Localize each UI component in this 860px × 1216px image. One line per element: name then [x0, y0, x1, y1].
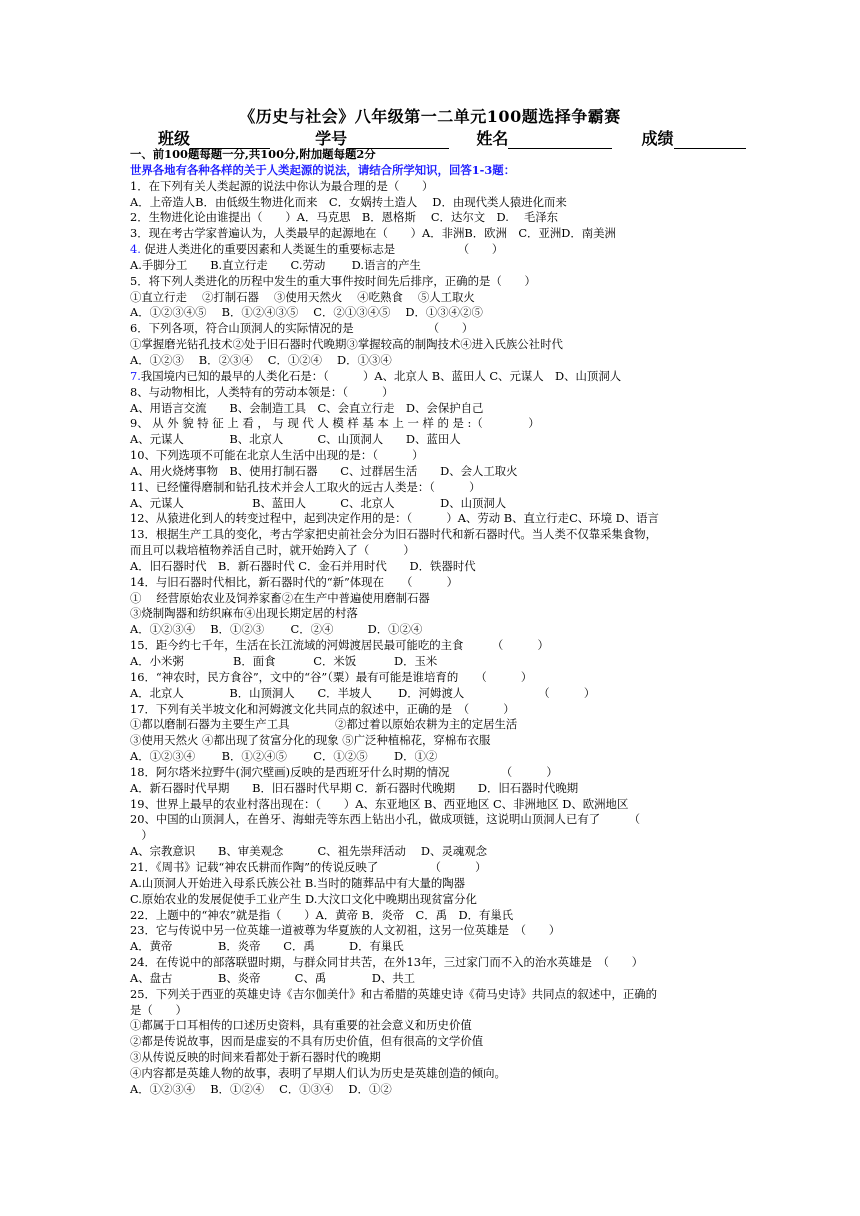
question-line: 8、与动物相比，人类特有的劳动本领是：（ ）	[130, 384, 394, 399]
question-line: 17．下列有关半坡文化和河姆渡文化共同点的叙述中，正确的是 （ ）	[130, 701, 515, 716]
question-line: 11、已经懂得磨制和钻孔技术并会人工取火的远古人类是：（ ）	[130, 479, 481, 494]
question-line: 22．上题中的“神农”就是指（ ）A．黄帝 B．炎帝 C．禹 D．有巢氏	[130, 907, 514, 922]
item-line: ②都是传说故事，因而是虚妄的不具有历史价值，但有很高的文学价值	[130, 1034, 484, 1049]
section-intro: 世界各地有各种各样的关于人类起源的说法，请结合所学知识，回答1-3题：	[130, 162, 516, 177]
class-label: 班级	[158, 129, 191, 148]
option-line: C.原始农业的发展促使手工业产生 D.大汶口文化中晚期出现贫富分化	[130, 891, 477, 906]
item-line: ①都以磨制石器为主要生产工具 ②都过着以原始农耕为主的定居生活	[130, 717, 518, 732]
question-line: 4. 促进人类进化的重要因素和人类诞生的重要标志是 （ ）	[130, 242, 504, 257]
question-line: 25．下列关于西亚的英雄史诗《吉尔伽美什》和古希腊的英雄史诗《荷马史诗》共同点的叙述中，正确的	[130, 986, 658, 1001]
option-line: A．北京人 B．山顶洞人 C．半坡人 D．河姆渡人 （ ）	[130, 685, 596, 700]
section-heading: 一、前100题每题一分,共100分,附加题每题2分	[130, 147, 376, 161]
page-title: 《历史与社会》八年级第一二单元100题选择争霸赛	[239, 107, 621, 126]
item-line: ③使用天然火 ④都出现了贫富分化的现象 ⑤广泛种植棉花，穿棉布衣服	[130, 733, 491, 748]
question-number: 7.	[130, 368, 141, 383]
question-line: 是（ ）	[130, 1002, 187, 1017]
question-line: 21．《周书》记载“神农氏耕而作陶”的传说反映了 （ ）	[130, 859, 487, 874]
question-line: 6．下列各项，符合山顶洞人的实际情况的是 （ ）	[130, 321, 474, 336]
item-line: ③烧制陶器和纺织麻布④出现长期定居的村落	[130, 606, 358, 621]
option-line: A、盘古 B、炎帝 C、禹 D、共工	[130, 970, 416, 985]
student-info-row	[158, 126, 778, 149]
question-line: 5．将下列人类进化的历程中发生的重大事件按时间先后排序，正确的是（ ）	[130, 273, 536, 288]
option-line: A．小米粥 B．面食 C．米饭 D．玉米	[130, 654, 438, 668]
option-line: A、用语言交流 B、会制造工具 C、会直立行走 D、会保护自己	[130, 400, 484, 415]
item-line: ④内容都是英雄人物的故事，表明了早期人们认为历史是英雄创造的倾向。	[130, 1065, 506, 1080]
id-label: 学号	[315, 129, 348, 148]
question-line: 19、世界上最早的农业村落出现在：（ ）A、东亚地区 B、西亚地区 C、非洲地区 D、欧洲地区	[130, 796, 629, 811]
option-line: A．①②③④ B．①②③ C．②④ D．①②④	[130, 622, 423, 637]
option-line: A．上帝造人B．由低级生物进化而来 C．女娲抟土造人 D．由现代类人猿进化而来	[130, 194, 567, 209]
question-line: 7.我国境内已知的最早的人类化石是：（ ）A、北京人 B、蓝田人 C、元谋人 D、山顶洞人	[130, 368, 622, 383]
question-line: 3．现在考古学家普遍认为，人类最早的起源地在（ ）A．非洲B．欧洲 C．亚洲D．南美洲	[130, 226, 616, 241]
item-line: ①直立行走 ②打制石器 ③使用天然火 ④吃熟食 ⑤人工取火	[130, 289, 475, 304]
option-line: A、宗教意识 B、审美观念 C、祖先崇拜活动 D、灵魂观念	[130, 844, 488, 859]
option-line: A、元谋人 B、北京人 C、山顶洞人 D、蓝田人	[130, 432, 461, 447]
option-line: A．①②③ B．②③④ C．①②④ D．①③④	[130, 352, 392, 367]
option-line: A、用火烧烤事物 B、使用打制石器 C、过群居生活 D、会人工取火	[130, 463, 518, 478]
item-line: ①掌握磨光钻孔技术②处于旧石器时代晚期③掌握较高的制陶技术④进入氏族公社时代	[130, 337, 563, 352]
item-line: ③从传说反映的时间来看都处于新石器时代的晚期	[130, 1050, 381, 1065]
question-line: 14．与旧石器时代相比，新石器时代的“新”体现在 （ ）	[130, 574, 458, 589]
option-line: A．黄帝 B．炎帝 C．禹 D．有巢氏	[130, 939, 404, 954]
question-line: 24．在传说中的部落联盟时期，与群众同甘共苦，在外13年，三过家门而不入的治水英雄是 （ ）	[130, 955, 644, 970]
question-number: 4.	[130, 242, 141, 257]
question-line: 12、从猿进化到人的转变过程中，起到决定作用的是：（ ）A、劳动 B、直立行走C、环境 D、语言	[130, 511, 659, 526]
option-line: A．①②③④⑤ B．①②④③⑤ C．②①③④⑤ D．①③④②⑤	[130, 305, 483, 320]
option-line: A．旧石器时代 B．新石器时代 C．金石并用时代 D．铁器时代	[130, 558, 476, 573]
option-line: A、元谋人 B、蓝田人 C、北京人 D、山顶洞人	[130, 495, 507, 510]
item-line: ① 经营原始农业及饲养家畜②在生产中普遍使用磨制石器	[130, 590, 430, 605]
question-line: 23．它与传说中另一位英雄一道被尊为华夏族的人文初祖，这另一位英雄是 （ ）	[130, 923, 561, 938]
item-line: ①都属于口耳相传的口述历史资料，具有重要的社会意义和历史价值	[130, 1018, 472, 1033]
option-line: A．①②③④ B．①②④⑤ C．①②⑤ D．①②	[130, 749, 438, 764]
question-line: 1．在下列有关人类起源的说法中你认为最合理的是（ ）	[130, 178, 434, 193]
question-line: 20、中国的山顶洞人，在兽牙、海蚶壳等东西上钻出小孔，做成项链，这说明山顶洞人已有了 （	[130, 812, 640, 827]
question-line: 16．“神农时，民方食谷”，文中的“谷”（粟）最有可能是谁培育的 （ ）	[130, 669, 533, 684]
question-line: 而且可以栽培植物养活自己时，就开始跨入了（ ）	[130, 543, 415, 558]
option-line: A.山顶洞人开始进入母系氏族公社 B.当时的随葬品中有大量的陶器	[130, 875, 466, 890]
name-label: 姓名	[476, 129, 509, 148]
score-label: 成绩	[641, 129, 674, 148]
question-line: ）	[130, 828, 153, 843]
question-line: 10、下列选项不可能在北京人生活中出现的是：（ ）	[130, 448, 424, 463]
question-line: 2．生物进化论由谁提出（ ）A．马克思 B．恩格斯 C．达尔文 D. 毛泽东	[130, 210, 559, 225]
question-line: 13．根据生产工具的变化，考古学家把史前社会分为旧石器时代和新石器时代。当人类不仅靠采集食物，	[130, 527, 658, 542]
option-line: A．新石器时代早期 B．旧石器时代早期 C．新石器时代晚期 D．旧石器时代晚期	[130, 780, 579, 795]
question-line: 9、 从 外 貌 特 征 上 看 ， 与 现 代 人 模 样 基 本 上 一 样 的 是 :（ ）	[130, 416, 540, 431]
option-line: A．①②③④ B．①②④ C．①③④ D．①②	[130, 1081, 392, 1096]
question-list	[130, 147, 730, 1098]
question-line: 15．距今约七千年，生活在长江流域的河姆渡居民最可能吃的主食 （ ）	[130, 638, 549, 653]
option-line: A.手脚分工 B.直立行走 C.劳动 D.语言的产生	[130, 257, 421, 272]
question-line: 18．阿尔塔米拉野牛(洞穴壁画)反映的是西班牙什么时期的情况 （ ）	[130, 764, 558, 779]
